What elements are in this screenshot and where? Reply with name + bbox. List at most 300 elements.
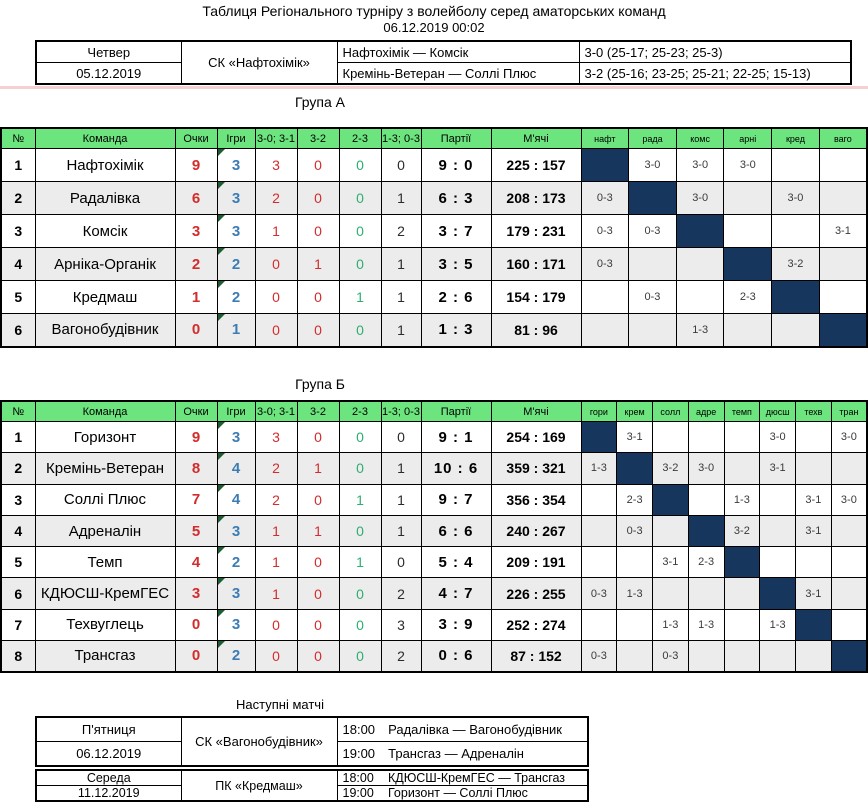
cross-cell	[831, 453, 867, 484]
games-cell: 2	[217, 547, 255, 578]
diagonal-cell	[819, 314, 867, 347]
sets-cell: 5 : 4	[421, 547, 491, 578]
header-cell-w32: 3-2	[297, 401, 339, 422]
last-venue-cell: СК «Нафтохімік»	[181, 41, 337, 84]
points-cell: 0	[175, 641, 217, 672]
cross-cell: 3-0	[629, 149, 677, 182]
cross-cell: 1-3	[676, 314, 724, 347]
games-cell: 4	[217, 484, 255, 515]
cross-header-cell: солл	[653, 401, 689, 422]
match-result: 3-0 (25-17; 25-23; 25-3)	[579, 41, 851, 63]
loss03-cell: 1	[381, 314, 421, 347]
table-row	[1, 641, 867, 672]
cross-header-cell: ваго	[819, 128, 867, 149]
wins30-cell: 2	[255, 182, 297, 215]
upcoming-day-cell: Середа	[36, 770, 181, 786]
cross-cell	[724, 641, 760, 672]
cross-cell: 3-0	[676, 182, 724, 215]
table-row	[1, 149, 867, 182]
cross-cell	[617, 547, 653, 578]
table-row	[1, 547, 867, 578]
cross-cell	[819, 248, 867, 281]
cross-cell	[760, 515, 796, 546]
cross-cell: 0-3	[629, 215, 677, 248]
wins32-cell: 0	[297, 609, 339, 640]
games-cell: 3	[217, 182, 255, 215]
cross-cell: 3-1	[796, 484, 832, 515]
team-name: Техвуглець	[35, 609, 175, 640]
wins32-cell: 0	[297, 641, 339, 672]
match-pair: Радалівка — Вагонобудівник	[388, 722, 562, 737]
row-position: 3	[1, 484, 35, 515]
wins32-cell: 0	[297, 422, 339, 453]
games-cell: 1	[217, 314, 255, 347]
team-name: Кредмаш	[35, 281, 175, 314]
header-cell-team: Команда	[35, 401, 175, 422]
diagonal-cell	[653, 484, 689, 515]
row-position: 6	[1, 578, 35, 609]
cross-cell	[724, 453, 760, 484]
upcoming-title: Наступні матчі	[236, 697, 324, 712]
comment-marker-icon	[218, 215, 225, 222]
diagonal-cell	[796, 609, 832, 640]
cross-cell	[653, 515, 689, 546]
sets-cell: 6 : 3	[421, 182, 491, 215]
cross-cell	[653, 578, 689, 609]
balls-cell: 356 : 354	[491, 484, 581, 515]
sets-cell: 0 : 6	[421, 641, 491, 672]
cross-cell: 1-3	[724, 484, 760, 515]
row-position: 2	[1, 182, 35, 215]
sets-cell: 9 : 0	[421, 149, 491, 182]
row-position: 5	[1, 547, 35, 578]
diagonal-cell	[688, 515, 724, 546]
comment-marker-icon	[218, 314, 225, 321]
upcoming-match	[337, 786, 588, 802]
loss23-cell: 0	[339, 314, 381, 347]
row-position: 2	[1, 453, 35, 484]
team-name: Трансгаз	[35, 641, 175, 672]
loss03-cell: 3	[381, 609, 421, 640]
cross-cell: 3-1	[653, 547, 689, 578]
table-row	[1, 281, 867, 314]
sets-cell: 6 : 6	[421, 515, 491, 546]
wins30-cell: 0	[255, 641, 297, 672]
balls-cell: 81 : 96	[491, 314, 581, 347]
comment-marker-icon	[218, 578, 225, 585]
cross-cell	[581, 547, 617, 578]
cross-header-cell: крем	[617, 401, 653, 422]
cross-cell	[688, 578, 724, 609]
section-divider	[0, 86, 868, 89]
cross-cell	[819, 281, 867, 314]
games-cell: 2	[217, 281, 255, 314]
comment-marker-icon	[218, 453, 225, 460]
cross-header-cell: темп	[724, 401, 760, 422]
loss23-cell: 0	[339, 609, 381, 640]
header-cell-w32: 3-2	[297, 128, 339, 149]
wins30-cell: 1	[255, 547, 297, 578]
cross-cell	[688, 484, 724, 515]
header-cell-l03: 1-3; 0-3	[381, 128, 421, 149]
cross-cell	[676, 281, 724, 314]
table-row	[1, 422, 867, 453]
cross-cell	[724, 609, 760, 640]
row-position: 1	[1, 149, 35, 182]
cross-cell: 3-0	[760, 422, 796, 453]
cross-cell: 1-3	[581, 453, 617, 484]
cross-cell	[676, 248, 724, 281]
cross-cell: 0-3	[581, 215, 629, 248]
generated-timestamp: 06.12.2019 00:02	[383, 20, 485, 35]
cross-cell: 0-3	[629, 281, 677, 314]
last-matchday-table	[35, 40, 852, 85]
loss03-cell: 2	[381, 215, 421, 248]
wins32-cell: 0	[297, 314, 339, 347]
diagonal-cell	[760, 578, 796, 609]
cross-cell: 3-1	[617, 422, 653, 453]
points-cell: 9	[175, 149, 217, 182]
cross-cell: 1-3	[653, 609, 689, 640]
cross-cell	[819, 149, 867, 182]
table-row	[1, 182, 867, 215]
loss23-cell: 0	[339, 453, 381, 484]
team-name: Арніка-Органік	[35, 248, 175, 281]
games-cell: 3	[217, 515, 255, 546]
cross-cell	[724, 422, 760, 453]
time-cell: 19:00	[342, 746, 376, 761]
header-cell-num: №	[1, 401, 35, 422]
row-position: 5	[1, 281, 35, 314]
diagonal-cell	[617, 453, 653, 484]
points-cell: 7	[175, 484, 217, 515]
team-name: Комсік	[35, 215, 175, 248]
cross-cell	[831, 515, 867, 546]
wins32-cell: 0	[297, 484, 339, 515]
upcoming-venue-cell: СК «Вагонобудівник»	[181, 717, 337, 766]
loss23-cell: 1	[339, 547, 381, 578]
points-cell: 4	[175, 547, 217, 578]
comment-marker-icon	[218, 422, 225, 429]
header-cell-points: Очки	[175, 401, 217, 422]
diagonal-cell	[831, 641, 867, 672]
upcoming-match	[337, 717, 588, 742]
comment-marker-icon	[218, 516, 225, 523]
tournament-title: Таблиця Регіонального турніру з волейболу серед аматорських команд	[202, 3, 666, 19]
header-cell-games: Ігри	[217, 401, 255, 422]
team-name: Радалівка	[35, 182, 175, 215]
points-cell: 2	[175, 248, 217, 281]
loss03-cell: 0	[381, 149, 421, 182]
match-pair: Горизонт — Соллі Плюс	[387, 786, 528, 800]
cross-cell: 0-3	[617, 515, 653, 546]
time-cell: 18:00	[342, 771, 374, 785]
header-cell-balls: М'ячі	[491, 401, 581, 422]
balls-cell: 359 : 321	[491, 453, 581, 484]
loss23-cell: 1	[339, 281, 381, 314]
cross-header-cell: гори	[581, 401, 617, 422]
loss03-cell: 1	[381, 281, 421, 314]
loss03-cell: 1	[381, 515, 421, 546]
loss03-cell: 1	[381, 182, 421, 215]
header-cell-sets: Партії	[421, 401, 491, 422]
cross-cell	[581, 515, 617, 546]
header-cell-l03: 1-3; 0-3	[381, 401, 421, 422]
wins30-cell: 0	[255, 248, 297, 281]
balls-cell: 240 : 267	[491, 515, 581, 546]
sets-cell: 3 : 7	[421, 215, 491, 248]
team-name: КДЮСШ-КремГЕС	[35, 578, 175, 609]
upcoming-day-cell: П'ятниця	[36, 717, 181, 742]
sets-cell: 9 : 7	[421, 484, 491, 515]
cross-cell	[724, 215, 772, 248]
group-title: Група А	[294, 94, 346, 110]
loss03-cell: 2	[381, 641, 421, 672]
sets-cell: 1 : 3	[421, 314, 491, 347]
games-cell: 3	[217, 215, 255, 248]
standings-table-group-a	[0, 127, 868, 348]
table-row	[1, 578, 867, 609]
cross-cell	[581, 314, 629, 347]
cross-cell: 3-0	[724, 149, 772, 182]
cross-cell	[760, 484, 796, 515]
upcoming-date-cell: 11.12.2019	[36, 786, 181, 802]
points-cell: 3	[175, 215, 217, 248]
cross-cell	[819, 182, 867, 215]
cross-cell: 3-1	[819, 215, 867, 248]
team-name: Кремінь-Ветеран	[35, 453, 175, 484]
table-row	[1, 484, 867, 515]
games-cell: 4	[217, 453, 255, 484]
cross-cell: 1-3	[688, 609, 724, 640]
cross-cell: 3-2	[772, 248, 820, 281]
wins32-cell: 0	[297, 182, 339, 215]
balls-cell: 254 : 169	[491, 422, 581, 453]
row-position: 7	[1, 609, 35, 640]
balls-cell: 160 : 171	[491, 248, 581, 281]
wins30-cell: 1	[255, 215, 297, 248]
loss03-cell: 1	[381, 248, 421, 281]
cross-cell	[772, 149, 820, 182]
team-name: Адреналін	[35, 515, 175, 546]
cross-header-cell: рада	[629, 128, 677, 149]
cross-cell	[796, 641, 832, 672]
upcoming-table-2	[35, 769, 589, 802]
games-cell: 3	[217, 149, 255, 182]
games-cell: 3	[217, 609, 255, 640]
row-position: 4	[1, 248, 35, 281]
wins30-cell: 1	[255, 515, 297, 546]
table-row	[1, 453, 867, 484]
loss23-cell: 0	[339, 578, 381, 609]
wins30-cell: 2	[255, 484, 297, 515]
header-cell-games: Ігри	[217, 128, 255, 149]
wins32-cell: 0	[297, 149, 339, 182]
balls-cell: 154 : 179	[491, 281, 581, 314]
header-cell-l23: 2-3	[339, 401, 381, 422]
cross-cell: 3-0	[831, 422, 867, 453]
row-position: 4	[1, 515, 35, 546]
comment-marker-icon	[218, 610, 225, 617]
header-cell-l23: 2-3	[339, 128, 381, 149]
last-day-cell: Четвер	[36, 41, 181, 63]
team-name: Темп	[35, 547, 175, 578]
loss23-cell: 0	[339, 149, 381, 182]
cross-cell	[617, 609, 653, 640]
cross-cell	[831, 609, 867, 640]
upcoming-match	[337, 770, 588, 786]
last-date-cell: 05.12.2019	[36, 63, 181, 85]
cross-cell: 0-3	[653, 641, 689, 672]
table-row	[1, 215, 867, 248]
balls-cell: 209 : 191	[491, 547, 581, 578]
wins30-cell: 2	[255, 453, 297, 484]
comment-marker-icon	[218, 485, 225, 492]
games-cell: 3	[217, 422, 255, 453]
comment-marker-icon	[218, 149, 225, 156]
cross-cell	[581, 609, 617, 640]
balls-cell: 252 : 274	[491, 609, 581, 640]
wins30-cell: 0	[255, 314, 297, 347]
wins32-cell: 1	[297, 453, 339, 484]
team-name: Соллі Плюс	[35, 484, 175, 515]
header-cell-balls: М'ячі	[491, 128, 581, 149]
loss23-cell: 0	[339, 182, 381, 215]
comment-marker-icon	[218, 248, 225, 255]
cross-cell	[653, 422, 689, 453]
loss03-cell: 0	[381, 422, 421, 453]
loss03-cell: 0	[381, 547, 421, 578]
header-cell-sets: Партії	[421, 128, 491, 149]
time-cell: 19:00	[342, 786, 374, 800]
header-cell-w30: 3-0; 3-1	[255, 128, 297, 149]
cross-cell: 2-3	[724, 281, 772, 314]
sets-cell: 9 : 1	[421, 422, 491, 453]
cross-header-cell: нафт	[581, 128, 629, 149]
header-cell-points: Очки	[175, 128, 217, 149]
diagonal-cell	[629, 182, 677, 215]
wins30-cell: 0	[255, 609, 297, 640]
match-pair: Трансгаз — Адреналін	[388, 746, 524, 761]
diagonal-cell	[772, 281, 820, 314]
wins32-cell: 0	[297, 281, 339, 314]
comment-marker-icon	[218, 641, 225, 648]
points-cell: 0	[175, 609, 217, 640]
standings-table-group-b	[0, 400, 868, 673]
table-row	[1, 248, 867, 281]
cross-cell	[688, 641, 724, 672]
cross-cell: 3-0	[688, 453, 724, 484]
diagonal-cell	[724, 248, 772, 281]
cross-cell	[796, 422, 832, 453]
team-name: Горизонт	[35, 422, 175, 453]
diagonal-cell	[581, 149, 629, 182]
cross-cell	[617, 641, 653, 672]
sets-cell: 10 : 6	[421, 453, 491, 484]
cross-cell: 3-1	[796, 515, 832, 546]
cross-cell	[688, 422, 724, 453]
cross-cell	[629, 248, 677, 281]
upcoming-venue-cell: ПК «Кредмаш»	[181, 770, 337, 801]
cross-cell: 3-2	[653, 453, 689, 484]
cross-header-cell: тран	[831, 401, 867, 422]
points-cell: 3	[175, 578, 217, 609]
games-cell: 3	[217, 578, 255, 609]
cross-header-cell: дюсш	[760, 401, 796, 422]
group-title: Група Б	[295, 376, 345, 392]
table-row	[1, 515, 867, 546]
cross-cell	[581, 281, 629, 314]
cross-cell: 1-3	[760, 609, 796, 640]
cross-cell: 2-3	[617, 484, 653, 515]
balls-cell: 87 : 152	[491, 641, 581, 672]
match-pair: КДЮСШ-КремГЕС — Трансгаз	[387, 771, 566, 785]
sets-cell: 4 : 7	[421, 578, 491, 609]
row-position: 6	[1, 314, 35, 347]
loss23-cell: 1	[339, 484, 381, 515]
comment-marker-icon	[218, 182, 225, 189]
wins30-cell: 0	[255, 281, 297, 314]
cross-cell: 0-3	[581, 248, 629, 281]
header-cell-w30: 3-0; 3-1	[255, 401, 297, 422]
diagonal-cell	[581, 422, 617, 453]
cross-header-cell: арні	[724, 128, 772, 149]
sets-cell: 3 : 5	[421, 248, 491, 281]
cross-cell	[772, 215, 820, 248]
cross-cell	[581, 484, 617, 515]
cross-cell: 3-1	[796, 578, 832, 609]
cross-cell: 3-0	[831, 484, 867, 515]
match-pair: Кремінь-Ветеран — Соллі Плюс	[337, 63, 579, 85]
cross-cell	[724, 578, 760, 609]
loss03-cell: 1	[381, 453, 421, 484]
cross-header-cell: адре	[688, 401, 724, 422]
loss23-cell: 0	[339, 641, 381, 672]
header-cell-team: Команда	[35, 128, 175, 149]
cross-cell	[760, 641, 796, 672]
sets-cell: 3 : 9	[421, 609, 491, 640]
cross-cell	[796, 453, 832, 484]
points-cell: 0	[175, 314, 217, 347]
cross-cell	[724, 182, 772, 215]
wins30-cell: 3	[255, 422, 297, 453]
balls-cell: 179 : 231	[491, 215, 581, 248]
loss23-cell: 0	[339, 215, 381, 248]
header-cell-num: №	[1, 128, 35, 149]
wins32-cell: 0	[297, 215, 339, 248]
cross-cell	[629, 314, 677, 347]
upcoming-date-cell: 06.12.2019	[36, 742, 181, 767]
cross-cell	[831, 547, 867, 578]
cross-cell: 1-3	[617, 578, 653, 609]
sets-cell: 2 : 6	[421, 281, 491, 314]
cross-header-cell: техв	[796, 401, 832, 422]
loss23-cell: 0	[339, 515, 381, 546]
cross-cell: 3-2	[724, 515, 760, 546]
cross-cell: 3-1	[760, 453, 796, 484]
diagonal-cell	[676, 215, 724, 248]
cross-cell	[831, 578, 867, 609]
cross-cell: 3-0	[772, 182, 820, 215]
wins32-cell: 0	[297, 547, 339, 578]
points-cell: 1	[175, 281, 217, 314]
row-position: 1	[1, 422, 35, 453]
cross-cell: 3-0	[676, 149, 724, 182]
wins32-cell: 1	[297, 515, 339, 546]
cross-cell	[796, 547, 832, 578]
cross-header-cell: комс	[676, 128, 724, 149]
diagonal-cell	[724, 547, 760, 578]
